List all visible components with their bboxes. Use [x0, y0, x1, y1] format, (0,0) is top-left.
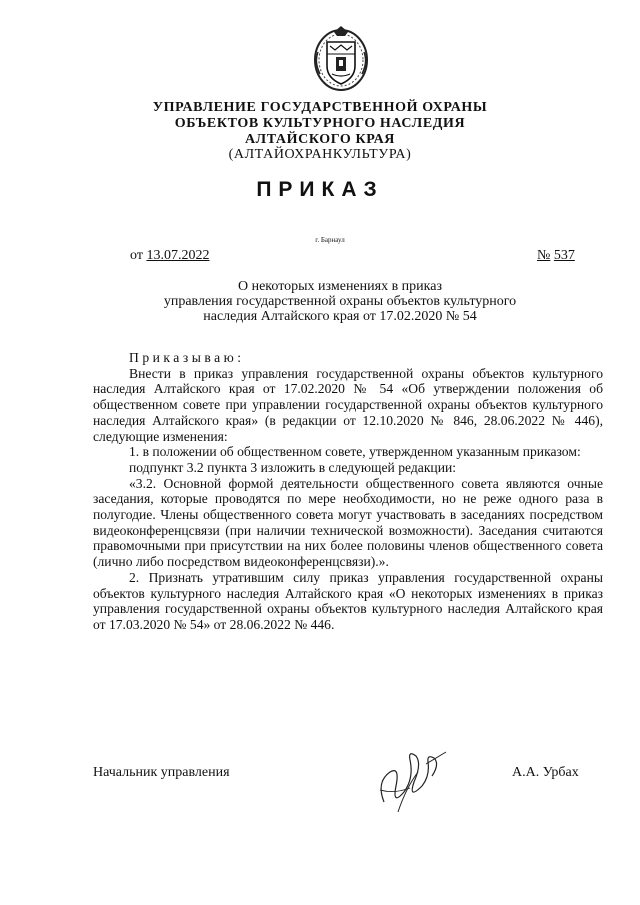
org-name-line-2: ОБЪЕКТОВ КУЛЬТУРНОГО НАСЛЕДИЯ — [174, 116, 466, 131]
coat-of-arms-emblem-icon — [310, 22, 372, 94]
city-label: г. Барнаул — [315, 236, 345, 244]
document-subject — [100, 279, 580, 324]
org-name-line-1: УПРАВЛЕНИЕ ГОСУДАРСТВЕННОЙ ОХРАНЫ — [152, 100, 488, 115]
paragraph-item-2: 2. Признать утратившим силу приказ управления государственной охраны объектов культурного наследия Алтайского края «О некоторых изменениях в приказ управления государственной охраны объектов культурного наследия Алтайского края от 17.03.2020 № 54» от 28.06.2022 № 446. — [93, 569, 603, 632]
subject-line-1: О некоторых изменениях в приказ — [237, 279, 443, 294]
subject-line-2: управления государственной охраны объектов культурного — [163, 294, 517, 309]
number-value: 537 — [553, 248, 575, 263]
signer-position: Начальник управления — [93, 765, 230, 780]
date-value: 13.07.2022 — [146, 248, 210, 263]
org-short-name: (АЛТАЙОХРАНКУЛЬТУРА) — [228, 147, 412, 162]
date-prefix: от — [130, 248, 143, 263]
handwritten-signature-icon — [370, 742, 456, 822]
subject-line-3: наследия Алтайского края от 17.02.2020 № 54 — [203, 309, 477, 324]
document-number — [537, 248, 575, 264]
org-name-line-3: АЛТАЙСКОГО КРАЯ — [244, 132, 396, 147]
signer-name: А.А. Урбах — [512, 765, 579, 780]
document-type-title: ПРИКАЗ — [256, 178, 384, 201]
paragraph-item-1: 1. в положении об общественном совете, утвержденном указанным приказом: — [129, 444, 581, 460]
number-prefix: № — [537, 248, 551, 263]
order-word: Приказываю: — [129, 350, 245, 365]
paragraph-intro: Внести в приказ управления государственной охраны объектов культурного наследия Алтайского края от 17.02.2020 № 54 «Об утверждении положения об общественном совете при управлении государственной охраны объектов культурного наследия Алтайского края» (в редакции от 12.10.2020 № 846, 28.06.2022 № 446), следующие изменения: — [93, 365, 603, 444]
document-body — [93, 350, 603, 633]
paragraph-quote: «3.2. Основной формой деятельности общественного совета являются очные заседания, которые проводятся по мере необходимости, но не реже одного раза в полугодие. Члены общественного совета могут участвовать в заседаниях посредством видеоконференцсвязи (при наличии технической возможности). Заседания считаются правомочными при присутствии на них более половины членов общественного совета (лично либо посредством видеоконференцсвязи).». — [93, 475, 603, 570]
document-date — [130, 248, 209, 264]
paragraph-subitem: подпункт 3.2 пункта 3 изложить в следующей редакции: — [129, 459, 457, 475]
